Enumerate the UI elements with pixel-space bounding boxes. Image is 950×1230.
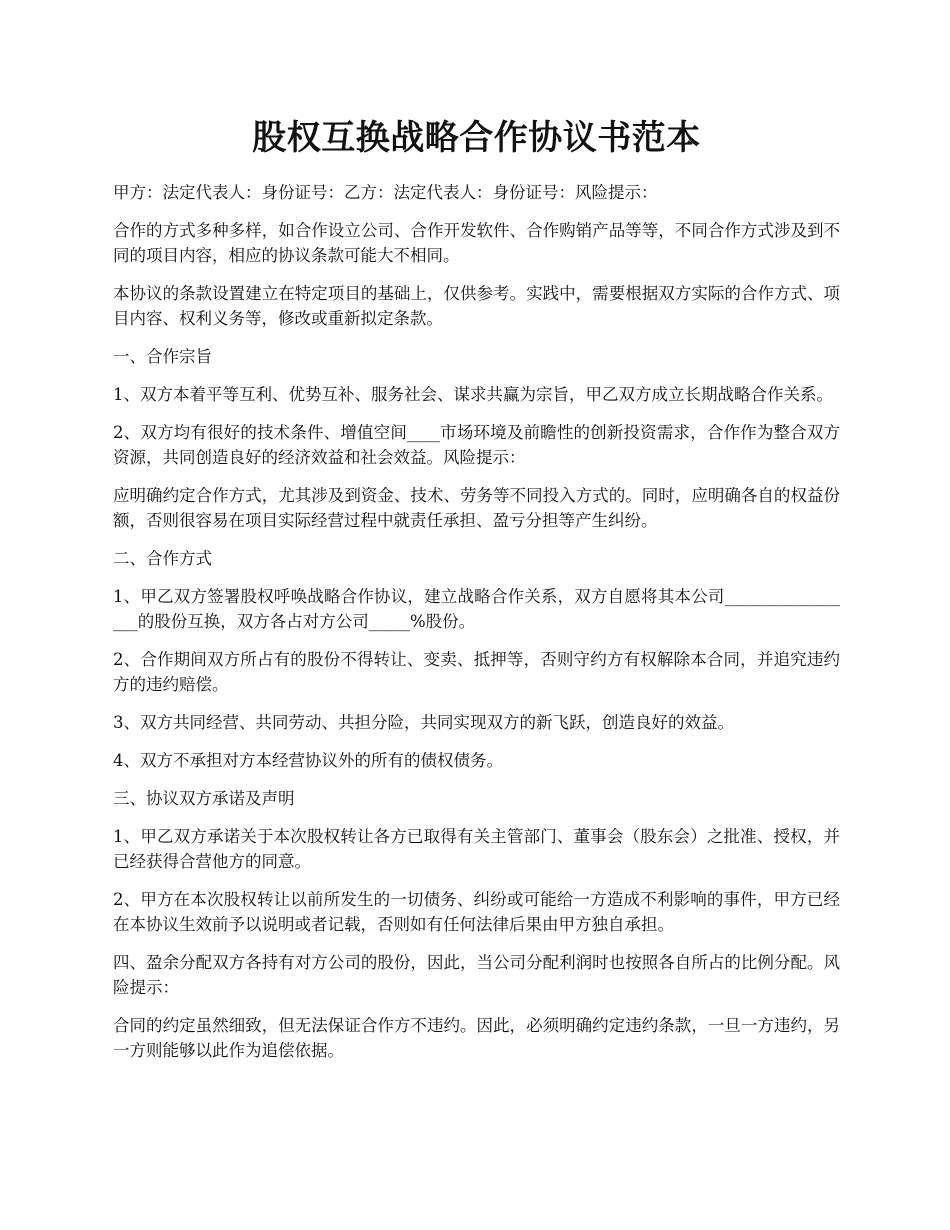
clause-method-2: 2、合作期间双方所占有的股份不得转让、变卖、抵押等，否则守约方有权解除本合同，并追究违约方的违约赔偿。 — [113, 650, 840, 694]
clause-commitment-1: 1、甲乙双方承诺关于本次股权转让各方已取得有关主管部门、董事会（股东会）之批准、授权，并已经获得合营他方的同意。 — [113, 827, 840, 871]
clause-method-4: 4、双方不承担对方本经营协议外的所有的债权债务。 — [113, 751, 503, 770]
section-heading-commitments: 三、协议双方承诺及声明 — [113, 789, 295, 808]
clause-purpose-1: 1、双方本着平等互利、优势互补、服务社会、谋求共赢为宗旨，甲乙双方成立长期战略合作关系。 — [113, 385, 833, 404]
clause-purpose-2: 2、双方均有很好的技术条件、增值空间____市场环境及前瞻性的创新投资需求，合作作为整合双方资源，共同创造良好的经济效益和社会效益。风险提示： — [113, 423, 840, 467]
risk-note-breach: 合同的约定虽然细致，但无法保证合作方不违约。因此，必须明确约定违约条款，一旦一方违约，另一方则能够以此作为追偿依据。 — [113, 1016, 840, 1060]
section-profit-distribution: 四、盈余分配双方各持有对方公司的股份，因此，当公司分配利润时也按照各自所占的比例分配。风险提示： — [113, 953, 840, 997]
party-info-line: 甲方：法定代表人：身份证号：乙方：法定代表人：身份证号：风险提示： — [113, 183, 658, 202]
clause-method-1: 1、甲乙双方签署股权呼唤战略合作协议，建立战略合作关系，双方自愿将其本公司_________________的股份互换，双方各占对方公司_____%股份。 — [113, 587, 840, 631]
document-title: 股权互换战略合作协议书范本 — [252, 118, 701, 158]
section-heading-purpose: 一、合作宗旨 — [113, 347, 212, 366]
paragraph-reference-note: 本协议的条款设置建立在特定项目的基础上，仅供参考。实践中，需要根据双方实际的合作方式、项目内容、权利义务等，修改或重新拟定条款。 — [113, 284, 840, 328]
clause-method-3: 3、双方共同经营、共同劳动、共担分险，共同实现双方的新飞跃，创造良好的效益。 — [113, 713, 734, 732]
section-heading-method: 二、合作方式 — [113, 549, 212, 568]
document-page — [113, 0, 840, 1063]
clause-commitment-2: 2、甲方在本次股权转让以前所发生的一切债务、纠纷或可能给一方造成不利影响的事件，甲方已经在本协议生效前予以说明或者记载，否则如有任何法律后果由甲方独自承担。 — [113, 890, 840, 934]
risk-note-cooperation: 应明确约定合作方式，尤其涉及到资金、技术、劳务等不同投入方式的。同时，应明确各自的权益份额，否则很容易在项目实际经营过程中就责任承担、盈亏分担等产生纠纷。 — [113, 486, 840, 530]
paragraph-cooperation-methods: 合作的方式多种多样，如合作设立公司、合作开发软件、合作购销产品等等，不同合作方式涉及到不同的项目内容，相应的协议条款可能大不相同。 — [113, 221, 840, 265]
